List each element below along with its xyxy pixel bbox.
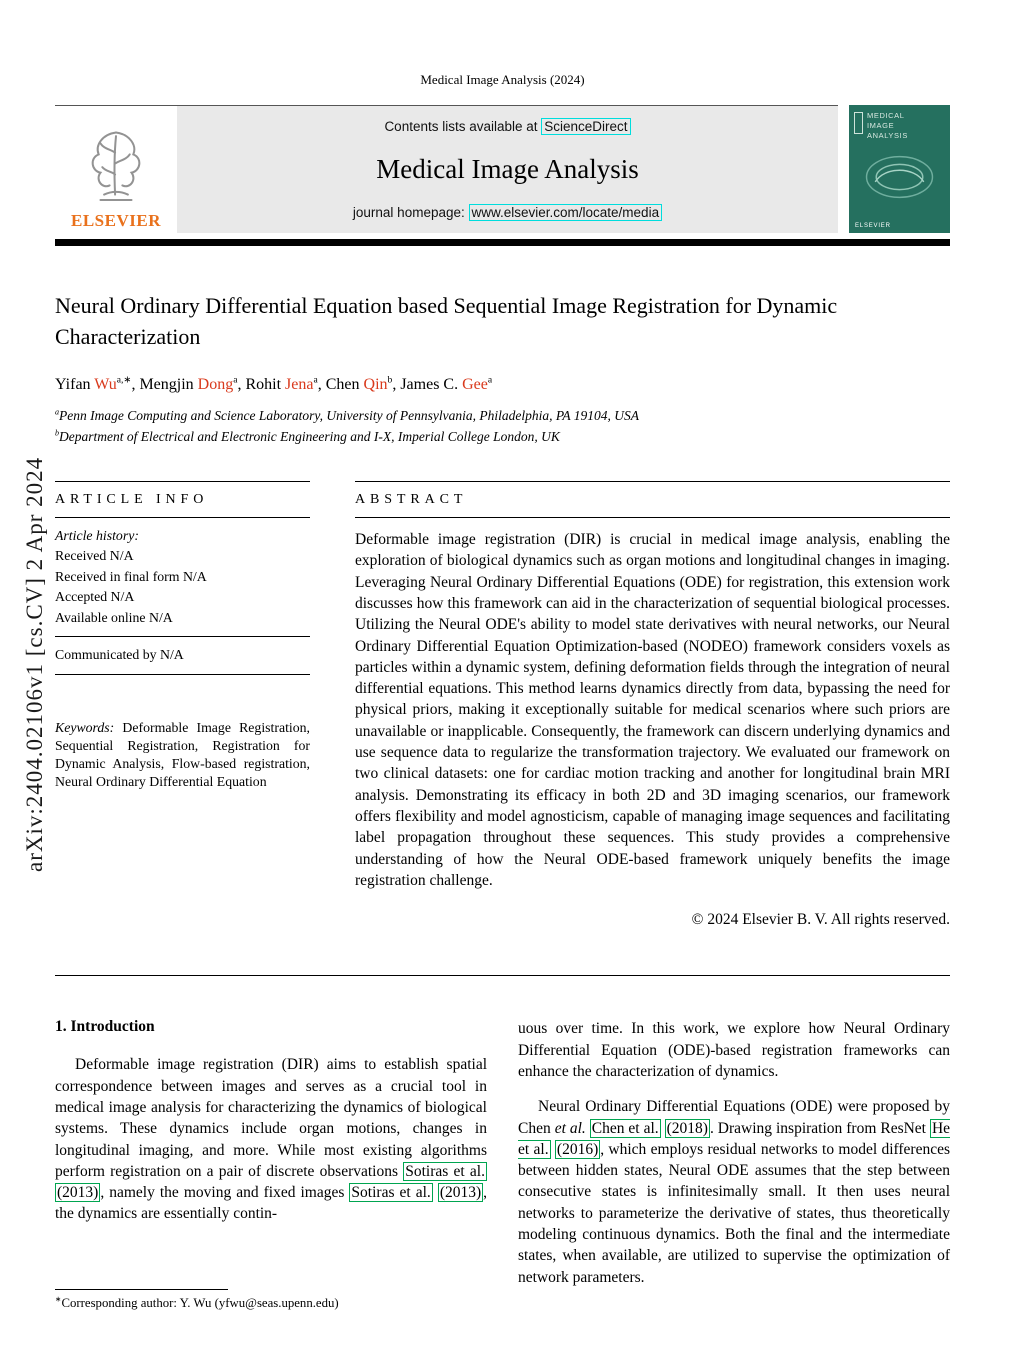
brain-art-graphic (855, 145, 944, 209)
elsevier-logo[interactable] (55, 106, 177, 233)
cover-publisher-label: ELSEVIER (855, 223, 891, 229)
text-segment: Deformable image registration (DIR) aims to establish spatial correspondence between images and serves as a crucial tool in medical image analysis for characterizing the dynamics of biological systems. These dynamics include organ motions, changes in longitudinal imaging, and more. While most existing algorithms perform registration on a pair of discrete observations (55, 1056, 487, 1180)
info-divider-2 (55, 674, 310, 675)
citation-link[interactable]: Sotiras et al. (405, 1162, 485, 1180)
text-segment: a (233, 375, 238, 387)
history-final-form: Received in final form N/A (55, 568, 207, 584)
header-divider-bar (55, 239, 950, 246)
homepage-line (353, 205, 662, 220)
cover-header (854, 111, 945, 141)
body-columns (55, 1018, 950, 1288)
citation-link[interactable]: (2018) (666, 1119, 708, 1137)
text-segment: , Rohit (237, 376, 286, 394)
text-segment: , the dynamics are essentially contin- (55, 1184, 488, 1223)
author-name-link[interactable]: Jena (285, 376, 314, 394)
info-abstract-section (55, 481, 950, 929)
citation-link[interactable]: Chen et al. (591, 1119, 659, 1137)
citation-link[interactable]: (2013) (57, 1184, 99, 1202)
corresponding-author-note (55, 1296, 487, 1311)
communicated-by-text: Communicated by N/A (55, 647, 184, 663)
article-history-label: Article history: (55, 527, 139, 543)
text-segment: a (55, 407, 60, 417)
text-segment: et al. (554, 1119, 586, 1137)
cover-title (867, 111, 908, 141)
text-segment: , James C. (392, 376, 463, 394)
communicated-by (55, 646, 310, 664)
affiliations (55, 406, 950, 447)
homepage-prefix: journal homepage: (352, 205, 469, 220)
text-segment: Penn Image Computing and Science Laboratory, University of Pennsylvania, Philadelphia, PA 19104, USA (59, 408, 639, 424)
cover-title-line-2: IMAGE (867, 121, 895, 131)
contents-line (384, 119, 630, 134)
elsevier-wordmark: ELSEVIER (71, 211, 161, 230)
abstract-text: Deformable image registration (DIR) is crucial in medical image analysis, enabling the exploration of biological dynamics such as organ motions and longitudinal changes in imaging. Leveraging Neural Ordinary Differential Equations (ODE) for registration, this extension work discusses how this framework can aid in the characterization of sequential biological processes. Utilizing the Neural ODE's ability to model state derivatives with neural networks, our Neural Ordinary Differential Equation Optimization-based (NODEO) framework considers voxels as particles within a dynamic system, defining deformation fields through the integration of neural differential equations. This method learns dynamics directly from data, bypassing the need for physical priors, making it exceptionally suitable for medical scenarios where such priors are unavailable or inapplicable. Consequently, the framework can discern underlying dynamics and use sequence data to regularize the transformation trajectory. We evaluated our framework on two clinical datasets: one for cardiac motion tracking and another for longitudinal brain MRI analysis. Demonstrating its efficacy in both 2D and 3D imaging scenarios, our framework offers flexibility and model agnosticism, capable of managing image sequences and facilitating label propagation throughout these sequences. This study provides a comprehensive understanding of how the Neural ODE-based framework uniquely benefits the image registration challenge. (355, 530, 950, 889)
text-segment: Keywords: (55, 719, 115, 735)
text-segment: b (387, 375, 393, 387)
text-segment: ∗ (55, 1294, 62, 1304)
section-divider (55, 975, 950, 976)
journal-banner (177, 106, 838, 233)
author-name-link[interactable]: Gee (462, 376, 488, 394)
running-head: Medical Image Analysis (2024) (420, 72, 585, 87)
text-segment: , namely the moving and fixed images (100, 1184, 350, 1202)
text-segment: Deformable Image Registration, Sequential Registration, Registration for Dynamic Analysis, Flow-based registration, Neural Ordinary Differential Equation (55, 719, 310, 790)
abstract-column (355, 481, 950, 929)
text-segment: a (487, 375, 493, 387)
info-divider-1 (55, 636, 310, 637)
journal-homepage-link[interactable]: www.elsevier.com/locate/media (469, 204, 663, 221)
journal-cover-thumbnail (849, 105, 950, 233)
right-column (518, 1018, 950, 1288)
journal-header (55, 105, 950, 233)
journal-title: Medical Image Analysis (376, 154, 639, 184)
text-segment: , Mengjin (131, 376, 198, 394)
copyright-line: © 2024 Elsevier B. V. All rights reserved. (691, 911, 950, 929)
text-segment: Neural Ordinary Differential Equations (ODE) were proposed by Chen (518, 1098, 950, 1137)
text-segment: a (313, 375, 318, 387)
cover-logo-icon (854, 112, 863, 134)
abstract-heading: ABSTRACT (355, 481, 950, 518)
author-name-link[interactable]: Wu (94, 376, 117, 394)
citation-link[interactable]: He et al. (518, 1119, 951, 1158)
elsevier-tree-icon (84, 127, 148, 211)
history-accepted: Accepted N/A (55, 589, 135, 605)
text-segment: a,∗ (116, 375, 132, 387)
text-segment: Department of Electrical and Electronic Engineering and I-X, Imperial College London, UK (59, 428, 560, 444)
keywords (55, 719, 310, 792)
text-segment: , which employs residual networks to model differences between hidden states, Neural ODE assumes that the step between consecutive states is infinitesimally small. It then uses neural networks to parameterize the derivative of states, thus theoretically modeling continuous dynamics. Both the final and the intermediate states, when available, are utilized to supervise the optimization of network parameters. (518, 1140, 951, 1286)
author-name-link[interactable]: Dong (197, 376, 234, 394)
affiliation-a (55, 406, 950, 426)
author-list (55, 376, 950, 394)
journal-banner-wrap (55, 105, 838, 233)
history-received: Received N/A (55, 548, 134, 564)
text-segment: Corresponding author: Y. Wu (yfwu@seas.upenn.edu) (61, 1296, 339, 1310)
footnote (55, 1289, 487, 1311)
paper-title: Neural Ordinary Differential Equation based Sequential Image Registration for Dynamic Characterization (55, 293, 838, 350)
cover-title-line-3: ANALYSIS (867, 131, 908, 141)
intro-paragraph-2 (518, 1096, 950, 1288)
introduction-heading: 1. Introduction (55, 1018, 155, 1036)
contents-prefix: Contents lists available at (384, 119, 542, 134)
affiliation-b (55, 427, 950, 447)
history-available-online: Available online N/A (55, 609, 173, 625)
intro-paragraph-continuation: uous over time. In this work, we explore how Neural Ordinary Differential Equation (ODE)-based registration frameworks can enhance the characterization of dynamics. (518, 1020, 950, 1080)
text-segment: , Chen (317, 376, 364, 394)
left-column (55, 1018, 487, 1288)
citation-link[interactable]: Sotiras et al. (351, 1184, 431, 1202)
text-segment: b (55, 428, 60, 438)
arxiv-watermark: arXiv:2404.02106v1 [cs.CV] 2 Apr 2024 (22, 456, 47, 872)
footnote-rule (55, 1289, 228, 1290)
citation-link[interactable]: (2013) (439, 1184, 482, 1202)
article-info-heading: ARTICLE INFO (55, 481, 310, 518)
cover-title-line-1: MEDICAL (867, 111, 905, 120)
author-name-link[interactable]: Qin (363, 376, 388, 394)
text-segment: . Drawing inspiration from ResNet (709, 1119, 930, 1137)
intro-paragraph-1 (55, 1054, 487, 1225)
sciencedirect-link[interactable]: ScienceDirect (541, 118, 630, 135)
article-info-column (55, 481, 310, 929)
citation-link[interactable]: (2016) (556, 1140, 599, 1158)
text-segment: Yifan (55, 376, 95, 394)
article-history (55, 527, 310, 627)
